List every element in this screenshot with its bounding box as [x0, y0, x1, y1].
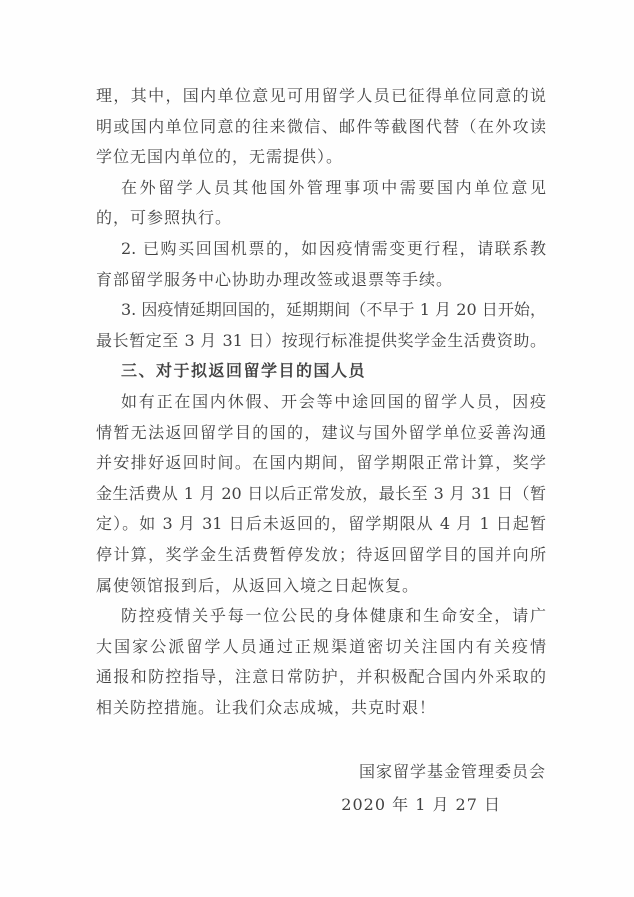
document-line: 通报和防控指导，注意日常防护，并积极配合国内外采取的: [96, 667, 546, 687]
document-line: 育部留学服务中心协助办理改签或退票等手续。: [96, 269, 454, 289]
document-body: [96, 81, 546, 821]
document-line: 情暂无法返回留学目的国的，建议与国外留学单位妥善沟通: [96, 422, 546, 442]
document-line: 大国家公派留学人员通过正规渠道密切关注国内有关疫情: [96, 636, 546, 656]
section-heading: 三、对于拟返回留学目的国人员: [121, 361, 367, 381]
document-line: 学位无国内单位的，无需提供）。: [96, 147, 344, 167]
document-lines: [96, 81, 546, 723]
document-line: 2. 已购买回国机票的，如因疫情需变更行程，请联系教: [121, 238, 546, 258]
document-line: 金生活费从 1 月 20 日以后正常发放，最长至 3 月 31 日（暂: [96, 483, 546, 503]
signature-block: [96, 757, 546, 820]
document-line: 在外留学人员其他国外管理事项中需要国内单位意见: [121, 177, 546, 197]
document-line: 理，其中，国内单位意见可用留学人员已征得单位同意的说: [96, 86, 546, 105]
signature-date: 2020 年 1 月 27 日: [341, 795, 501, 815]
document-line: 的，可参照执行。: [96, 208, 233, 228]
document-line: 相关防控措施。让我们众志成城，共克时艰！: [96, 697, 437, 717]
document-line: 定）。如 3 月 31 日后未返回的，留学期限从 4 月 1 日起暂: [96, 514, 546, 534]
document-line: 并安排好返回时间。在国内期间，留学期限正常计算，奖学: [96, 453, 546, 473]
document-line: 属使领馆报到后，从返回入境之日起恢复。: [96, 575, 420, 595]
signature-org: 国家留学基金管理委员会: [358, 762, 546, 782]
document-line: 停计算，奖学金生活费暂停发放；待返回留学目的国并向所: [96, 544, 546, 564]
document-line: 明或国内单位同意的往来微信、邮件等截图代替（在外攻读: [96, 116, 546, 136]
document-line: 防控疫情关乎每一位公民的身体健康和生命安全，请广: [121, 606, 546, 626]
document-line: 3. 因疫情延期回国的，延期期间（不早于 1 月 20 日开始，: [121, 300, 546, 320]
document-line: 如有正在国内休假、开会等中途回国的留学人员，因疫: [121, 391, 546, 411]
document-line: 最长暂定至 3 月 31 日）按现行标准提供奖学金生活费资助。: [96, 330, 546, 350]
